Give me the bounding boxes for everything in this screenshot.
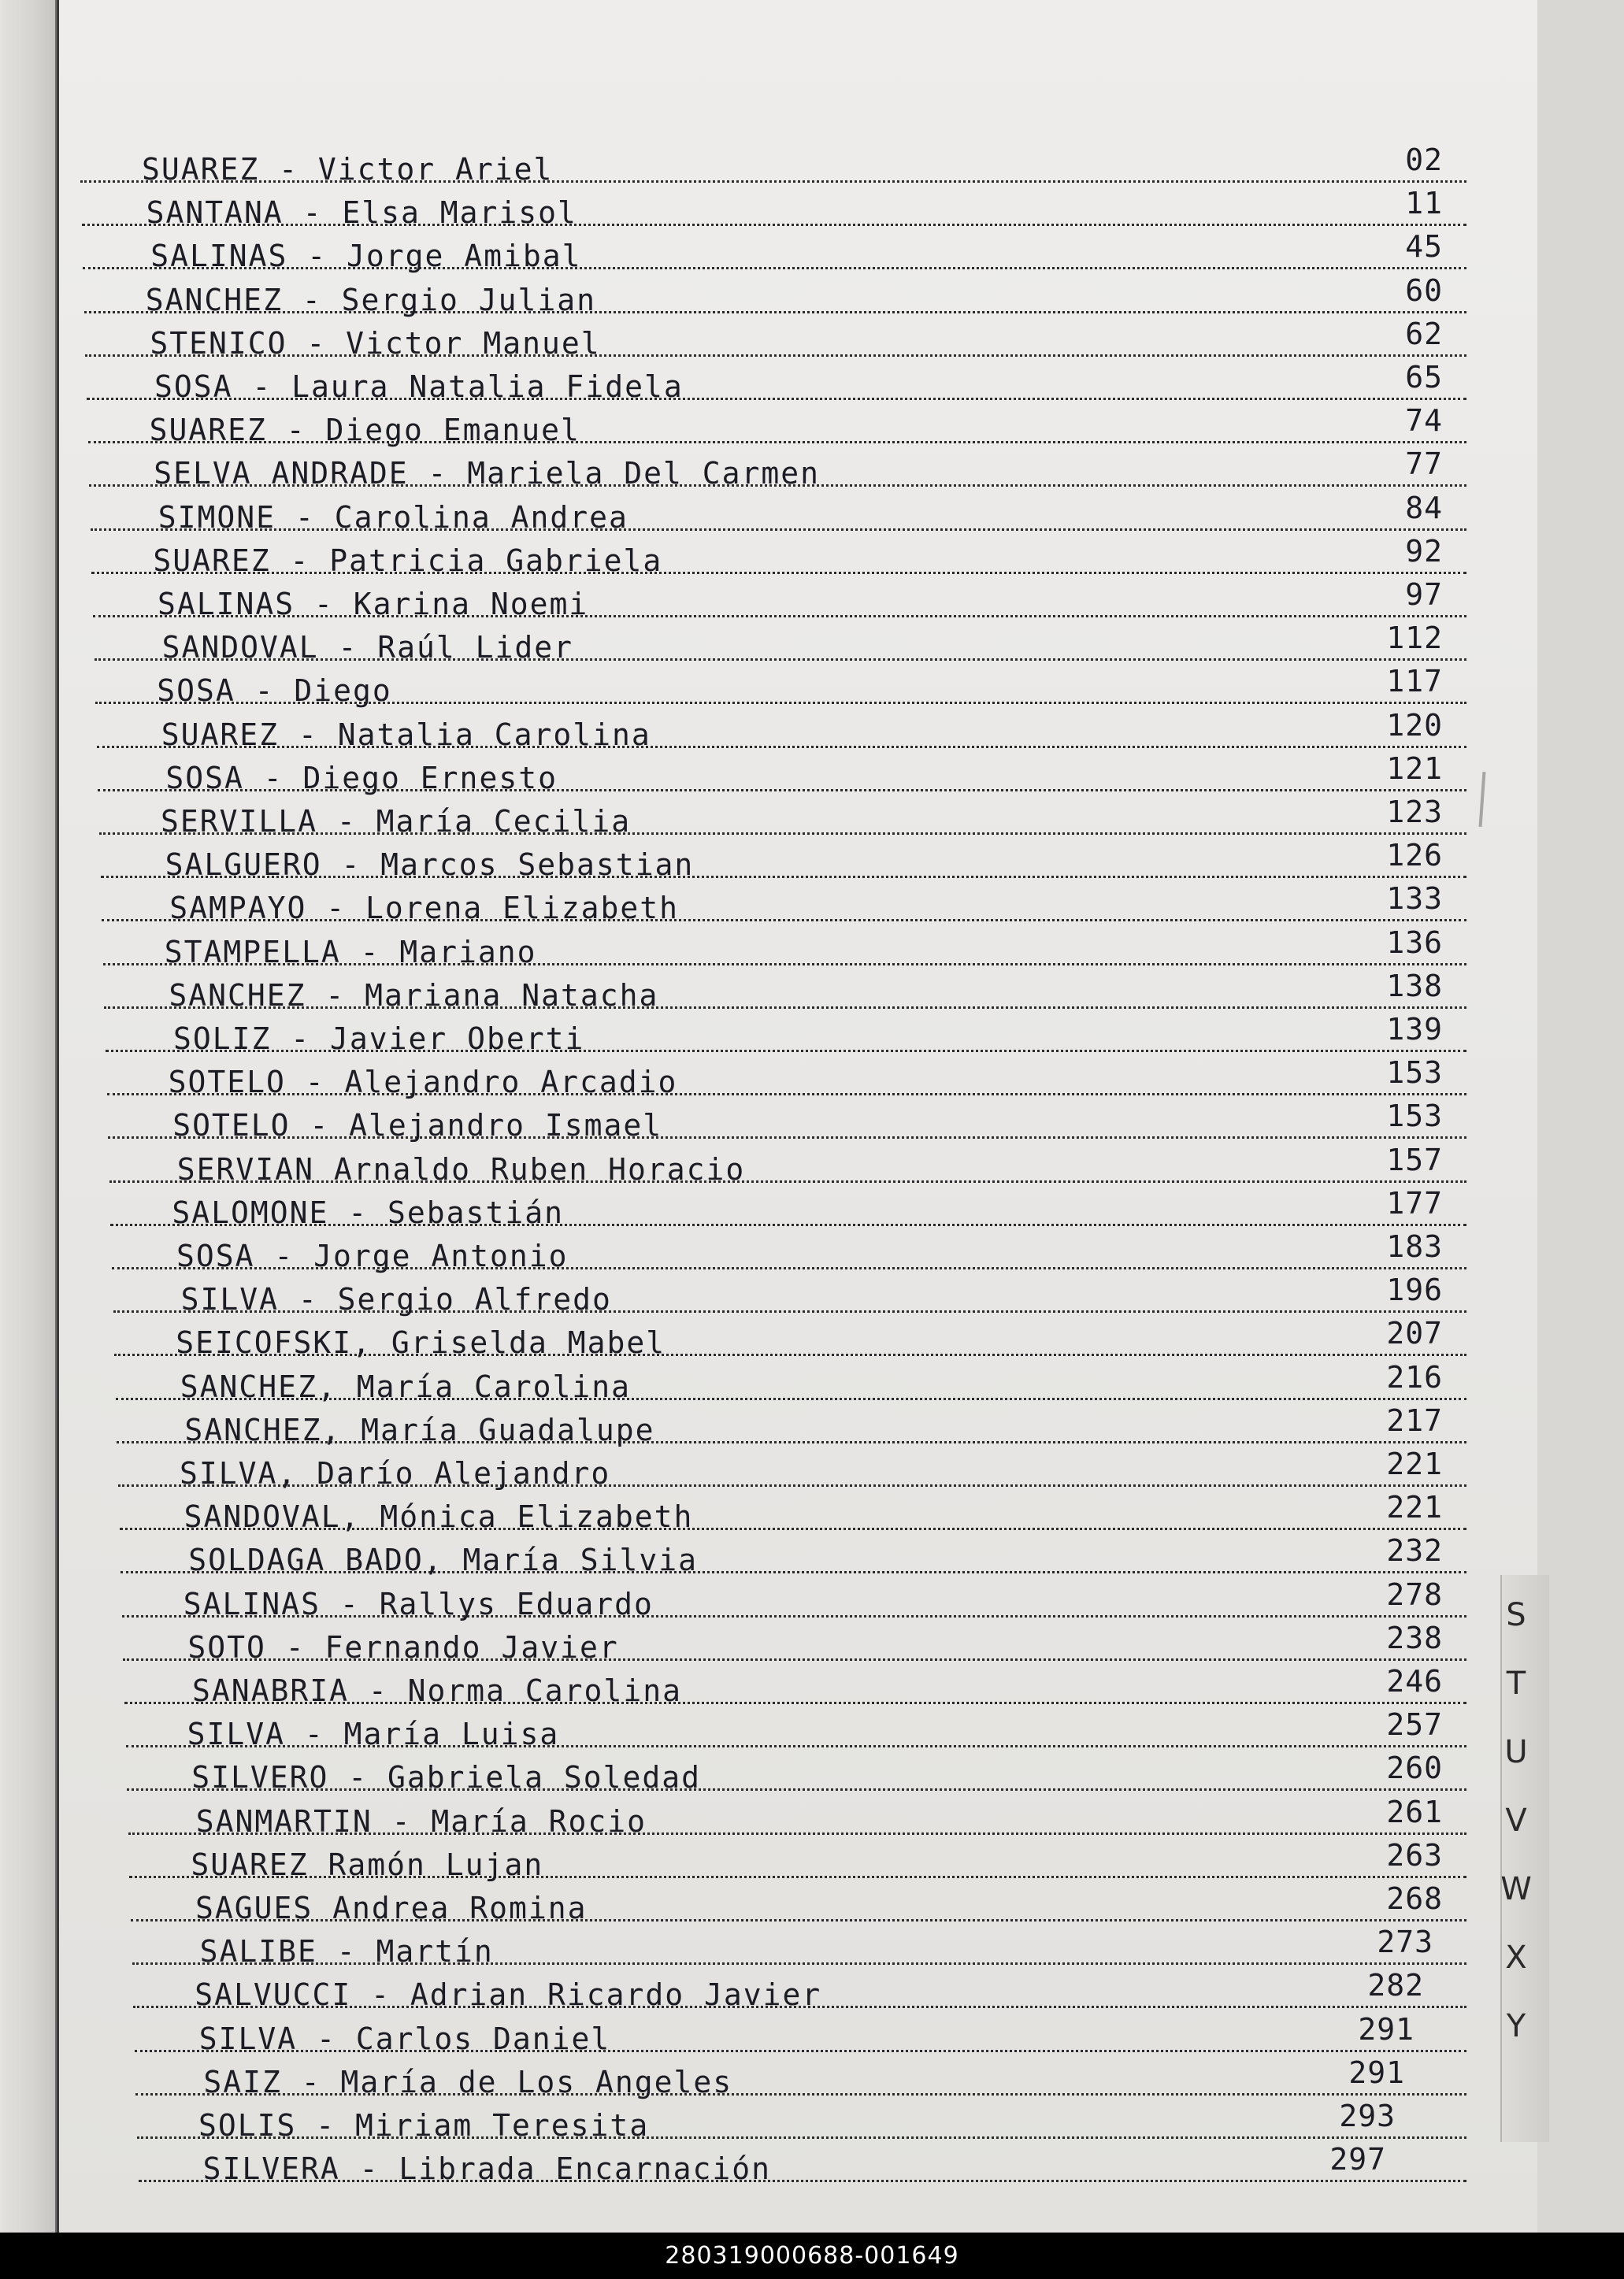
entry-name: SOSA - Diego xyxy=(157,673,392,709)
entry-number: 268 xyxy=(1386,1881,1443,1916)
entry-number: 153 xyxy=(1386,1099,1443,1134)
entry-number: 11 xyxy=(1405,186,1443,221)
ledger-row xyxy=(112,1227,1466,1273)
ledger-row xyxy=(132,1922,1466,1970)
entry-number: 153 xyxy=(1386,1055,1443,1091)
ledger-row xyxy=(91,488,1466,535)
entry-number: 74 xyxy=(1405,403,1443,439)
entry-number: 77 xyxy=(1405,447,1443,482)
entry-name: SIMONE - Carolina Andrea xyxy=(158,499,628,535)
ledger-row xyxy=(118,1444,1466,1491)
entry-name: SILVERA - Librada Encarnación xyxy=(202,2151,772,2187)
ledger-row xyxy=(106,1010,1466,1056)
entry-number: 293 xyxy=(1339,2099,1396,2133)
entry-name: SANDOVAL - Raúl Lider xyxy=(161,630,574,665)
ledger-row xyxy=(85,314,1466,361)
entry-name: SUAREZ - Victor Ariel xyxy=(142,152,554,187)
entry-name: SOLIS - Miriam Teresita xyxy=(198,2108,650,2143)
margin-line xyxy=(57,0,59,2233)
ledger-row xyxy=(91,532,1466,578)
entry-name: SAMPAYO - Lorena Elizabeth xyxy=(169,891,680,926)
ledger-row xyxy=(82,183,1466,231)
entry-number: 139 xyxy=(1386,1012,1443,1047)
ledger-row xyxy=(89,444,1466,491)
entry-number: 217 xyxy=(1386,1403,1443,1438)
entry-number: 117 xyxy=(1386,664,1443,699)
entry-number: 92 xyxy=(1405,533,1443,569)
ledger-row xyxy=(129,1836,1466,1882)
entry-number: 207 xyxy=(1386,1316,1443,1351)
entry-number: 112 xyxy=(1386,621,1443,656)
ledger-row xyxy=(117,1401,1466,1447)
entry-number: 297 xyxy=(1329,2142,1386,2177)
entry-name: SILVA - Carlos Daniel xyxy=(198,2021,611,2056)
entry-name: SILVA - Sergio Alfredo xyxy=(180,1282,612,1317)
ledger-row xyxy=(122,1575,1466,1621)
entry-number: 60 xyxy=(1405,272,1443,308)
entry-number: 291 xyxy=(1348,2055,1405,2090)
entry-number: 260 xyxy=(1386,1751,1443,1786)
entry-name: SOTELO - Alejandro Arcadio xyxy=(168,1065,678,1100)
index-tab[interactable]: X xyxy=(1505,1940,1527,1976)
entry-name: SALINAS - Rallys Eduardo xyxy=(183,1586,654,1621)
entry-name: SUAREZ Ramón Lujan xyxy=(191,1847,544,1882)
entry-name: SALINAS - Karina Noemi xyxy=(158,587,589,621)
entry-name: SALOMONE - Sebastián xyxy=(172,1195,564,1230)
entry-name: SILVA - María Luisa xyxy=(187,1717,560,1752)
ledger-row xyxy=(133,1966,1466,2013)
ledger-row xyxy=(131,1879,1466,1925)
entry-number: 120 xyxy=(1386,707,1443,743)
index-tab[interactable]: W xyxy=(1500,1871,1532,1907)
entry-name: SOTELO - Alejandro Ismael xyxy=(172,1108,663,1143)
entry-name: SANDOVAL, Mónica Elizabeth xyxy=(184,1499,694,1535)
entry-name: SANCHEZ - Sergio Julian xyxy=(145,282,596,317)
entry-name: SILVA, Darío Alejandro xyxy=(180,1456,611,1491)
entry-name: SOLDAGA BADO, María Silvia xyxy=(188,1543,699,1578)
entry-name: SUAREZ - Natalia Carolina xyxy=(161,717,651,752)
index-tab[interactable]: Y xyxy=(1506,2008,1526,2044)
entry-number: 138 xyxy=(1386,968,1443,1003)
entry-number: 84 xyxy=(1405,490,1443,525)
entry-name: SELVA ANDRADE - Mariela Del Carmen xyxy=(154,456,821,491)
ledger-row xyxy=(93,575,1466,621)
entry-name: STAMPELLA - Mariano xyxy=(164,934,537,969)
ledger-row xyxy=(88,401,1466,448)
entry-number: 238 xyxy=(1386,1620,1443,1655)
ledger-row xyxy=(83,227,1466,274)
entry-number: 196 xyxy=(1386,1273,1443,1308)
entry-number: 97 xyxy=(1405,577,1443,612)
entry-number: 278 xyxy=(1386,1577,1443,1612)
entry-number: 45 xyxy=(1405,229,1443,265)
ledger-row xyxy=(108,1096,1466,1143)
entry-number: 282 xyxy=(1367,1968,1424,2003)
entry-number: 157 xyxy=(1386,1142,1443,1177)
ledger-row xyxy=(104,966,1466,1013)
index-tab[interactable]: U xyxy=(1504,1734,1528,1770)
entry-name: SANTANA - Elsa Marisol xyxy=(146,195,577,231)
entry-name: SOSA - Laura Natalia Fidela xyxy=(154,369,684,404)
entry-name: SALGUERO - Marcos Sebastian xyxy=(165,847,695,883)
ledger-row xyxy=(87,358,1466,404)
entry-number: 177 xyxy=(1386,1185,1443,1221)
entry-number: 65 xyxy=(1405,360,1443,395)
ledger-row xyxy=(135,2010,1466,2056)
ledger-row xyxy=(123,1618,1466,1665)
entry-name: SILVERO - Gabriela Soledad xyxy=(191,1760,702,1795)
ledger-row xyxy=(101,836,1466,883)
entry-name: SUAREZ - Patricia Gabriela xyxy=(153,543,663,578)
ledger-row xyxy=(110,1184,1466,1230)
entry-name: SANCHEZ, María Guadalupe xyxy=(184,1412,655,1447)
entry-name: SAIZ - María de Los Angeles xyxy=(203,2064,733,2099)
ledger-row xyxy=(109,1140,1466,1187)
ledger-row xyxy=(120,1488,1466,1535)
ledger-row xyxy=(127,1748,1466,1795)
entry-name: SALIBE - Martín xyxy=(199,1934,494,1970)
ledger-row xyxy=(116,1358,1466,1404)
ledger-row xyxy=(121,1531,1466,1578)
entry-number: 126 xyxy=(1386,838,1443,873)
binder-edge xyxy=(0,0,55,2233)
entry-name: SANMARTIN - María Rocio xyxy=(195,1803,647,1839)
ledger-row xyxy=(97,706,1466,752)
entry-name: SOSA - Jorge Antonio xyxy=(176,1239,569,1273)
entry-name: SUAREZ - Diego Emanuel xyxy=(149,413,580,448)
ledger-row xyxy=(135,2053,1466,2099)
entry-name: SERVILLA - María Cecilia xyxy=(161,804,632,839)
ledger-row xyxy=(99,792,1466,839)
entry-number: 136 xyxy=(1386,925,1443,960)
index-tab[interactable]: V xyxy=(1505,1803,1527,1839)
entry-number: 216 xyxy=(1386,1359,1443,1395)
entry-name: SANABRIA - Norma Carolina xyxy=(192,1673,682,1708)
entry-number: 246 xyxy=(1386,1664,1443,1699)
entry-number: 221 xyxy=(1386,1490,1443,1525)
entry-number: 183 xyxy=(1386,1229,1443,1264)
entry-name: SANCHEZ - Mariana Natacha xyxy=(169,977,659,1013)
ledger-row xyxy=(98,749,1466,795)
ledger-row xyxy=(95,618,1466,665)
document-id-footer xyxy=(0,2233,1624,2279)
ledger-row xyxy=(103,923,1466,969)
ledger-row xyxy=(114,1314,1466,1361)
ledger-row xyxy=(137,2096,1466,2143)
ledger-row xyxy=(128,1792,1466,1839)
index-tab[interactable]: S xyxy=(1506,1597,1526,1633)
entry-number: 221 xyxy=(1386,1447,1443,1481)
ledger-page xyxy=(57,0,1537,2233)
entry-name: SEICOFSKI, Griselda Mabel xyxy=(176,1325,666,1361)
entry-name: SANCHEZ, María Carolina xyxy=(180,1369,631,1404)
ledger-row xyxy=(139,2140,1466,2187)
ledger-row xyxy=(113,1270,1466,1317)
entry-number: 133 xyxy=(1386,881,1443,917)
entry-number: 02 xyxy=(1405,143,1443,177)
ledger-row xyxy=(102,879,1466,926)
entry-number: 273 xyxy=(1377,1925,1433,1960)
entry-name: SAGUES Andrea Romina xyxy=(195,1891,588,1925)
alphabet-index-tabs xyxy=(1473,1583,1567,2158)
entry-number: 232 xyxy=(1386,1533,1443,1569)
entry-number: 261 xyxy=(1386,1794,1443,1829)
entry-number: 257 xyxy=(1386,1707,1443,1743)
entry-name: SERVIAN Arnaldo Ruben Horacio xyxy=(176,1151,746,1187)
entry-number: 62 xyxy=(1405,316,1443,351)
entry-number: 291 xyxy=(1358,2011,1415,2047)
entry-name: STENICO - Victor Manuel xyxy=(150,325,601,361)
ledger-row xyxy=(80,140,1466,187)
entry-number: 263 xyxy=(1386,1837,1443,1873)
index-tab[interactable]: T xyxy=(1506,1666,1526,1702)
entry-number: 123 xyxy=(1386,795,1443,829)
ledger-row xyxy=(126,1705,1466,1752)
entry-number: 121 xyxy=(1386,750,1443,786)
document-id: 280319000688-001649 xyxy=(665,2242,959,2270)
entry-name: SOTO - Fernando Javier xyxy=(187,1629,619,1665)
ledger-row xyxy=(107,1053,1466,1100)
entry-name: SALVUCCI - Adrian Ricardo Javier xyxy=(195,1977,822,2013)
entry-name: SOSA - Diego Ernesto xyxy=(165,760,558,795)
ledger-row xyxy=(84,271,1466,317)
ledger-row xyxy=(124,1662,1466,1708)
entry-name: SOLIZ - Javier Oberti xyxy=(173,1021,585,1056)
entry-name: SALINAS - Jorge Amibal xyxy=(150,239,582,274)
ledger-row xyxy=(95,661,1466,709)
